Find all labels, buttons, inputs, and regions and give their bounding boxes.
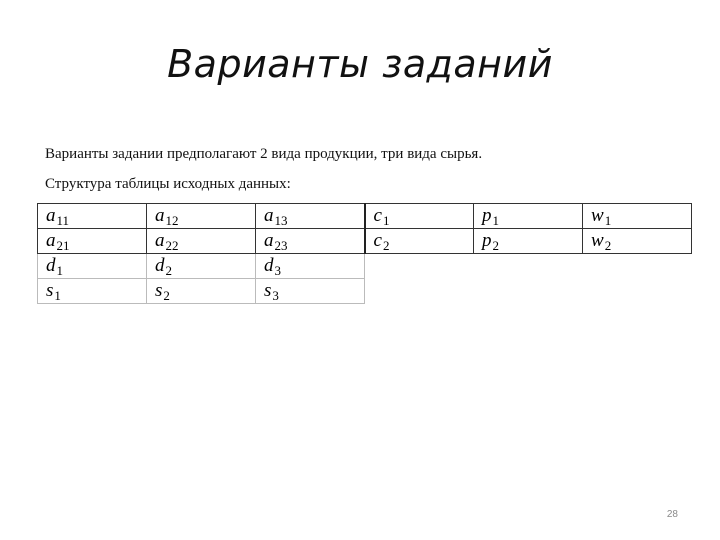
table-cell: $a_{11}$ — [38, 204, 147, 229]
table-cell: $d_1$ — [38, 254, 147, 279]
description-text: Варианты задании предполагают 2 вида продукции, три вида сырья. — [45, 146, 483, 162]
table-cell: $d_3$ — [256, 254, 365, 279]
table-row — [38, 229, 692, 254]
table-cell: $a_{13}$ — [256, 204, 365, 229]
table-cell: $w_1$ — [583, 204, 692, 229]
table-cell: $d_2$ — [147, 254, 256, 279]
table-cell: $a_{22}$ — [147, 229, 256, 254]
table-row — [38, 254, 692, 279]
source-data-table — [37, 203, 692, 304]
table-cell: $s_1$ — [38, 279, 147, 304]
table-cell: $p_1$ — [474, 204, 583, 229]
slide-title: Варианты заданий — [167, 42, 553, 86]
table-cell: $a_{21}$ — [38, 229, 147, 254]
table-cell: $s_3$ — [256, 279, 365, 304]
table-cell: $p_2$ — [474, 229, 583, 254]
table-row — [38, 279, 692, 304]
table-cell: $w_2$ — [583, 229, 692, 254]
table-cell: $a_{12}$ — [147, 204, 256, 229]
table-caption: Структура таблицы исходных данных: — [45, 176, 291, 192]
table-cell: $s_2$ — [147, 279, 256, 304]
table-cell: $a_{23}$ — [256, 229, 365, 254]
table-cell: $c_1$ — [365, 204, 474, 229]
table-cell: $c_2$ — [365, 229, 474, 254]
table-row — [38, 204, 692, 229]
page-number: 28 — [666, 509, 678, 520]
